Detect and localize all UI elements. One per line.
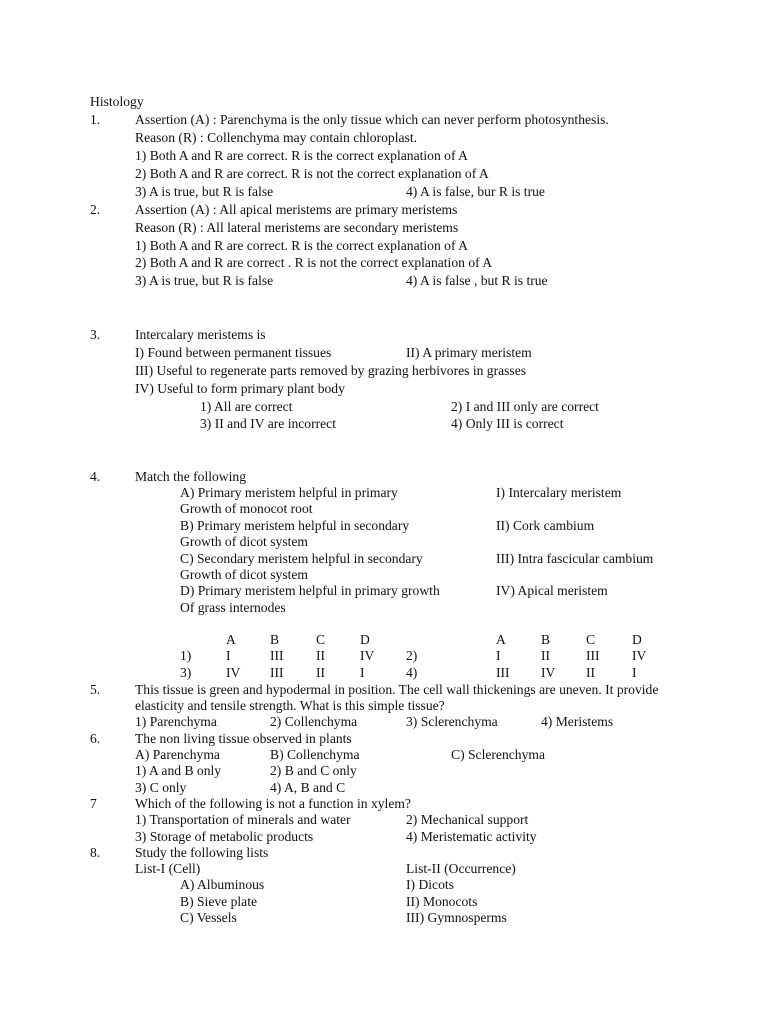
question-stem: The non living tissue observed in plants xyxy=(135,731,352,746)
grid-cell: I xyxy=(226,648,231,663)
page-heading: Histology xyxy=(90,94,144,109)
option-4: 4) A is false, bur R is true xyxy=(406,184,545,199)
question-text: This tissue is green and hypodermal in position. The cell wall thickenings are uneven. It provide xyxy=(135,682,659,697)
option-4: 4) A is false , but R is true xyxy=(406,273,548,288)
grid-option-number: 2) xyxy=(406,648,418,663)
option-2: 2) I and III only are correct xyxy=(451,399,599,414)
grid-header: C xyxy=(586,632,596,647)
match-item-c-cont: Growth of dicot system xyxy=(180,567,308,582)
question-number: 8. xyxy=(90,845,101,860)
grid-cell: I xyxy=(496,648,501,663)
option-1: 1) A and B only xyxy=(135,763,222,778)
match-item-a-cont: Growth of monocot root xyxy=(180,501,313,516)
statement-2: II) A primary meristem xyxy=(406,345,532,360)
list-1-header: List-I (Cell) xyxy=(135,861,201,876)
grid-cell: III xyxy=(586,648,600,663)
option-3: 3) C only xyxy=(135,780,187,795)
match-answer-3: III) Intra fascicular cambium xyxy=(496,551,654,566)
option-4: 4) Only III is correct xyxy=(451,416,564,431)
choice-a: A) Parenchyma xyxy=(135,747,220,762)
question-number: 4. xyxy=(90,469,101,484)
list-1-item-a: A) Albuminous xyxy=(180,877,265,892)
option-1: 1) Both A and R are correct. R is the correct explanation of A xyxy=(135,148,468,163)
grid-header: D xyxy=(360,632,370,647)
match-answer-4: IV) Apical meristem xyxy=(496,583,608,598)
list-2-item-3: III) Gymnosperms xyxy=(406,910,507,925)
question-number: 1. xyxy=(90,112,101,127)
grid-cell: IV xyxy=(360,648,375,663)
option-3: 3) Storage of metabolic products xyxy=(135,829,314,844)
question-text-cont: elasticity and tensile strength. What is this simple tissue? xyxy=(135,698,445,713)
match-answer-2: II) Cork cambium xyxy=(496,518,595,533)
option-2: 2) Collenchyma xyxy=(270,714,358,729)
list-2-item-2: II) Monocots xyxy=(406,894,478,909)
grid-option-number: 3) xyxy=(180,665,192,680)
grid-option-number: 4) xyxy=(406,665,418,680)
option-1: 1) Transportation of minerals and water xyxy=(135,812,351,827)
grid-cell: III xyxy=(270,648,284,663)
statement-3: III) Useful to regenerate parts removed by grazing herbivores in grasses xyxy=(135,363,527,378)
match-item-a: A) Primary meristem helpful in primary xyxy=(180,485,398,500)
grid-cell: II xyxy=(541,648,551,663)
option-1: 1) Parenchyma xyxy=(135,714,217,729)
assertion: Assertion (A) : Parenchyma is the only tissue which can never perform photosynthesis. xyxy=(135,112,609,127)
grid-header: B xyxy=(270,632,280,647)
grid-cell: IV xyxy=(632,648,647,663)
match-item-b-cont: Growth of dicot system xyxy=(180,534,308,549)
option-3: 3) A is true, but R is false xyxy=(135,184,274,199)
grid-cell: II xyxy=(316,665,326,680)
option-3: 3) II and IV are incorrect xyxy=(200,416,336,431)
grid-header: A xyxy=(226,632,236,647)
option-1: 1) All are correct xyxy=(200,399,293,414)
list-2-item-1: I) Dicots xyxy=(406,877,454,892)
grid-cell: II xyxy=(316,648,326,663)
question-stem: Which of the following is not a function in xylem? xyxy=(135,796,411,811)
grid-cell: IV xyxy=(226,665,241,680)
grid-option-number: 1) xyxy=(180,648,192,663)
option-2: 2) Both A and R are correct. R is not the correct explanation of A xyxy=(135,166,489,181)
list-2-header: List-II (Occurrence) xyxy=(406,861,516,876)
match-answer-1: I) Intercalary meristem xyxy=(496,485,622,500)
grid-cell: I xyxy=(360,665,365,680)
option-3: 3) A is true, but R is false xyxy=(135,273,274,288)
option-4: 4) A, B and C xyxy=(270,780,346,795)
question-number: 3. xyxy=(90,327,101,342)
choice-c: C) Sclerenchyma xyxy=(451,747,545,762)
statement-4: IV) Useful to form primary plant body xyxy=(135,381,345,396)
reason: Reason (R) : All lateral meristems are secondary meristems xyxy=(135,220,459,235)
choice-b: B) Collenchyma xyxy=(270,747,360,762)
match-item-b: B) Primary meristem helpful in secondary xyxy=(180,518,410,533)
question-stem: Intercalary meristems is xyxy=(135,327,266,342)
question-number: 5. xyxy=(90,682,101,697)
assertion: Assertion (A) : All apical meristems are primary meristems xyxy=(135,202,458,217)
grid-header: D xyxy=(632,632,642,647)
list-1-item-b: B) Sieve plate xyxy=(180,894,258,909)
option-4: 4) Meristematic activity xyxy=(406,829,537,844)
question-stem: Study the following lists xyxy=(135,845,269,860)
match-item-d: D) Primary meristem helpful in primary growth xyxy=(180,583,440,598)
option-2: 2) Both A and R are correct . R is not the correct explanation of A xyxy=(135,255,493,270)
grid-cell: II xyxy=(586,665,596,680)
question-number: 6. xyxy=(90,731,101,746)
statement-1: I) Found between permanent tissues xyxy=(135,345,332,360)
option-2: 2) B and C only xyxy=(270,763,357,778)
option-2: 2) Mechanical support xyxy=(406,812,529,827)
list-1-item-c: C) Vessels xyxy=(180,910,237,925)
grid-header: B xyxy=(541,632,551,647)
option-3: 3) Sclerenchyma xyxy=(406,714,498,729)
question-stem: Match the following xyxy=(135,469,246,484)
question-number: 7 xyxy=(90,796,97,811)
option-1: 1) Both A and R are correct. R is the correct explanation of A xyxy=(135,238,468,253)
grid-cell: IV xyxy=(541,665,556,680)
match-item-c: C) Secondary meristem helpful in secondary xyxy=(180,551,423,566)
grid-cell: III xyxy=(270,665,284,680)
grid-header: A xyxy=(496,632,506,647)
option-4: 4) Meristems xyxy=(541,714,614,729)
grid-cell: III xyxy=(496,665,510,680)
grid-cell: I xyxy=(632,665,637,680)
match-item-d-cont: Of grass internodes xyxy=(180,600,286,615)
question-number: 2. xyxy=(90,202,101,217)
grid-header: C xyxy=(316,632,326,647)
reason: Reason (R) : Collenchyma may contain chloroplast. xyxy=(135,130,418,145)
